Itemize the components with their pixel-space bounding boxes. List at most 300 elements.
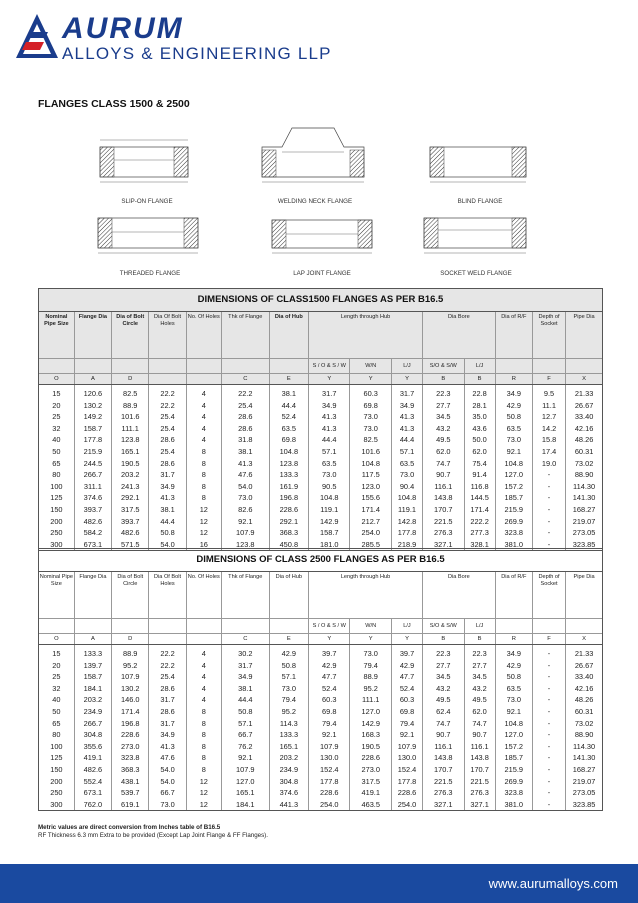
table-cell: 104.8 xyxy=(495,458,532,470)
table-cell: 26.67 xyxy=(574,400,594,410)
table-row xyxy=(39,385,602,400)
table-cell: 82.6 xyxy=(221,504,269,516)
table-cell: 69.8 xyxy=(309,706,350,718)
table-cell: 104.8 xyxy=(269,446,308,458)
table-cell: 43.2 xyxy=(423,423,464,435)
table-cell: 539.7 xyxy=(112,787,149,799)
table-cell: 181.0 xyxy=(309,539,350,551)
sub-header: S / O & S / W xyxy=(309,359,350,374)
col-pipe: Pipe Dia xyxy=(566,572,602,619)
table-cell: 34.9 xyxy=(391,400,422,412)
sub-header: S/O & S/W xyxy=(423,619,464,634)
table-cell: 49.5 xyxy=(464,694,495,706)
table-cell: - xyxy=(532,776,565,788)
table-cell: 152.4 xyxy=(391,764,422,776)
table-cell: 25.4 xyxy=(149,423,186,435)
table-cell: 27.7 xyxy=(423,400,464,412)
col-rf: Dia of R/F xyxy=(495,572,532,619)
table-cell: 31.7 xyxy=(149,694,186,706)
table-cell: 165.1 xyxy=(112,446,149,458)
class1500-grid xyxy=(39,312,602,550)
table-cell: 125 xyxy=(39,752,74,764)
col-no-holes: No. Of Holes xyxy=(186,312,221,359)
table-cell: 28.6 xyxy=(221,423,269,435)
table-cell: 41.3 xyxy=(149,492,186,504)
sub-header: L/J xyxy=(464,619,495,634)
table-cell: 114.30 xyxy=(573,741,596,751)
table-cell: 62.0 xyxy=(464,446,495,458)
table-cell: 228.6 xyxy=(350,752,391,764)
section-title: FLANGES CLASS 1500 & 2500 xyxy=(38,98,190,110)
table-cell: 52.4 xyxy=(309,683,350,695)
table-cell: 20 xyxy=(39,400,74,412)
table-cell: 22.3 xyxy=(423,645,464,660)
table-cell: 44.4 xyxy=(309,434,350,446)
table-cell: 44.4 xyxy=(391,434,422,446)
table-cell: 116.8 xyxy=(464,481,495,493)
table-cell: 130.2 xyxy=(112,683,149,695)
table-cell: 273.05 xyxy=(572,528,596,538)
table-cell: 16 xyxy=(186,539,221,551)
table-cell: 38.1 xyxy=(221,683,269,695)
table-cell: 304.8 xyxy=(269,776,308,788)
table-cell: 38.1 xyxy=(269,385,308,400)
table-cell: 184.1 xyxy=(74,683,111,695)
table-cell: 116.1 xyxy=(423,481,464,493)
table-cell: 60.3 xyxy=(309,694,350,706)
table-cell: 28.6 xyxy=(149,683,186,695)
table-cell: 34.9 xyxy=(149,481,186,493)
table-cell: 57.1 xyxy=(391,446,422,458)
table-cell: 254.0 xyxy=(391,799,422,811)
table-cell: 28.6 xyxy=(221,411,269,423)
table-cell: 114.30 xyxy=(573,481,596,491)
table-cell: 12 xyxy=(186,527,221,539)
table-row xyxy=(39,706,602,718)
table-cell: 4 xyxy=(186,660,221,672)
table-cell: 43.6 xyxy=(464,423,495,435)
table-cell: - xyxy=(532,752,565,764)
col-thk: Thk of Flange xyxy=(221,312,269,359)
table-cell: 673.1 xyxy=(74,539,111,551)
sub-header: W/N xyxy=(350,359,391,374)
table-cell: 157.2 xyxy=(495,741,532,753)
table-cell: - xyxy=(532,660,565,672)
table-cell: 40 xyxy=(39,434,74,446)
table-cell: 90.7 xyxy=(464,729,495,741)
table-cell: 63.5 xyxy=(309,458,350,470)
table-cell: 234.9 xyxy=(269,764,308,776)
sub-header: L/J xyxy=(464,359,495,374)
table-cell: 65 xyxy=(39,718,74,730)
socket-weld-flange-drawing xyxy=(424,218,526,253)
table-cell: 107.9 xyxy=(112,671,149,683)
table-cell: 276.3 xyxy=(423,787,464,799)
table-row xyxy=(39,645,602,660)
table-cell: 4 xyxy=(186,423,221,435)
table-cell: - xyxy=(532,741,565,753)
table-cell: 22.2 xyxy=(149,385,186,400)
table-row xyxy=(39,660,602,672)
table-cell: 266.7 xyxy=(74,718,111,730)
table-cell: 41.3 xyxy=(309,423,350,435)
table-cell: 33.40 xyxy=(574,412,594,422)
table-cell: 285.5 xyxy=(350,539,391,551)
table-cell: 158.7 xyxy=(74,423,111,435)
table-cell: 269.9 xyxy=(495,516,532,528)
table-cell: 41.3 xyxy=(309,411,350,423)
table-cell: 9.5 xyxy=(532,385,565,400)
note-line-2: RF Thickness 6.3 mm Extra to be provided (Except Lap Joint Flange & FF Flanges). xyxy=(38,832,268,839)
col-bolt-circle: Dia of Bolt Circle xyxy=(112,572,149,619)
table-cell: 73.02 xyxy=(574,718,594,728)
table-cell: 393.7 xyxy=(112,516,149,528)
table-cell: 57.1 xyxy=(269,671,308,683)
table-cell: 22.8 xyxy=(464,385,495,400)
table-cell: - xyxy=(532,787,565,799)
table-cell: 190.5 xyxy=(350,741,391,753)
table-cell: 8 xyxy=(186,741,221,753)
table-cell: - xyxy=(532,516,565,528)
table-cell: 221.5 xyxy=(423,776,464,788)
sub-header: L/J xyxy=(391,359,422,374)
table-title: DIMENSIONS OF CLASS1500 FLANGES AS PER B16.5 xyxy=(39,289,602,312)
table-cell: 35.0 xyxy=(464,411,495,423)
table-cell: 48.26 xyxy=(574,695,594,705)
table-cell: 28.6 xyxy=(149,458,186,470)
table-cell: 323.85 xyxy=(572,799,596,809)
table-cell: 133.3 xyxy=(269,729,308,741)
table-cell: 42.16 xyxy=(574,683,594,693)
table-cell: 4 xyxy=(186,400,221,412)
table-cell: 133.3 xyxy=(269,469,308,481)
table-cell: 368.3 xyxy=(269,527,308,539)
table-cell: 196.8 xyxy=(269,492,308,504)
table-cell: 38.1 xyxy=(221,446,269,458)
drawing-label: BLIND FLANGE xyxy=(457,198,503,205)
table-cell: 25 xyxy=(39,411,74,423)
table-cell: 8 xyxy=(186,718,221,730)
table-cell: 38.1 xyxy=(149,504,186,516)
table-cell: 80 xyxy=(39,469,74,481)
drawing-label: WELDING NECK FLANGE xyxy=(277,198,353,205)
table-cell: 22.3 xyxy=(464,645,495,660)
lap-joint-flange-drawing xyxy=(272,220,372,253)
table-cell: 20 xyxy=(39,660,74,672)
table-cell: - xyxy=(532,706,565,718)
table-cell: 21.33 xyxy=(574,649,594,658)
table-cell: 22.2 xyxy=(149,400,186,412)
table-cell: 15 xyxy=(39,645,74,660)
table-cell: 50.8 xyxy=(221,706,269,718)
table-cell: 130.2 xyxy=(74,400,111,412)
table-cell: 292.1 xyxy=(112,492,149,504)
table-cell: 200 xyxy=(39,776,74,788)
table-cell: 88.90 xyxy=(574,730,594,740)
table-cell: 142.9 xyxy=(350,718,391,730)
table-cell: 90.7 xyxy=(423,729,464,741)
table-cell: 127.0 xyxy=(495,469,532,481)
col-nominal: Nominal Pipe Size xyxy=(39,572,74,619)
table-cell: 22.2 xyxy=(221,385,269,400)
table-row xyxy=(39,492,602,504)
table-cell: 15 xyxy=(39,385,74,400)
table-cell: 8 xyxy=(186,492,221,504)
table-row xyxy=(39,423,602,435)
table-cell: 100 xyxy=(39,741,74,753)
table-cell: 60.3 xyxy=(350,385,391,400)
sub-header: L/J xyxy=(391,619,422,634)
table-cell: 12 xyxy=(186,516,221,528)
welding-neck-flange-drawing xyxy=(262,128,364,182)
table-cell: 177.8 xyxy=(391,776,422,788)
table-cell: 50.8 xyxy=(269,660,308,672)
table-cell: - xyxy=(532,527,565,539)
table-cell: 250 xyxy=(39,787,74,799)
table-row xyxy=(39,741,602,753)
table-cell: 57.1 xyxy=(221,718,269,730)
table-cell: 12 xyxy=(186,504,221,516)
col-flange: Flange Dia xyxy=(74,572,111,619)
table-cell: 60.31 xyxy=(574,706,594,716)
table-cell: 44.4 xyxy=(149,516,186,528)
table-cell: 8 xyxy=(186,764,221,776)
table-cell: 185.7 xyxy=(495,752,532,764)
table-cell: 327.1 xyxy=(423,539,464,551)
table-cell: 171.4 xyxy=(112,706,149,718)
table-cell: 158.7 xyxy=(74,671,111,683)
header xyxy=(0,0,638,70)
table-cell: 170.7 xyxy=(423,764,464,776)
table-cell: 117.5 xyxy=(350,469,391,481)
table-cell: 33.40 xyxy=(574,672,594,682)
table-cell: 250 xyxy=(39,527,74,539)
table-cell: 266.7 xyxy=(74,469,111,481)
website-link[interactable]: www.aurumalloys.com xyxy=(488,876,618,891)
col-socket: Depth of Socket xyxy=(532,572,565,619)
col-hub: Dia of Hub xyxy=(269,572,308,619)
table-cell: 28.1 xyxy=(464,400,495,412)
table-cell: 74.7 xyxy=(464,718,495,730)
table-cell: 8 xyxy=(186,706,221,718)
table-cell: 119.1 xyxy=(391,504,422,516)
table-cell: 158.7 xyxy=(309,527,350,539)
table-cell: 111.1 xyxy=(112,423,149,435)
table-cell: 300 xyxy=(39,799,74,811)
table-cell: 222.2 xyxy=(464,516,495,528)
table-cell: 74.7 xyxy=(423,718,464,730)
table-row xyxy=(39,764,602,776)
table-cell: - xyxy=(532,694,565,706)
table-cell: 73.0 xyxy=(269,683,308,695)
table-cell: 244.5 xyxy=(74,458,111,470)
table-cell: 92.1 xyxy=(309,729,350,741)
table-cell: 157.2 xyxy=(495,481,532,493)
table-cell: 368.3 xyxy=(112,764,149,776)
sub-header: S / O & S / W xyxy=(309,619,350,634)
table-cell: 196.8 xyxy=(112,718,149,730)
code-row: O A D C E Y Y Y B B R F X xyxy=(39,634,602,645)
table-cell: 273.0 xyxy=(112,741,149,753)
table-cell: 161.9 xyxy=(269,481,308,493)
table-cell: 48.26 xyxy=(574,435,594,445)
table-cell: 185.7 xyxy=(495,492,532,504)
table-cell: 317.5 xyxy=(112,504,149,516)
table-cell: 22.2 xyxy=(149,660,186,672)
drawing-label: THREADED FLANGE xyxy=(119,270,181,277)
table-cell: 79.4 xyxy=(309,718,350,730)
table-cell: - xyxy=(532,764,565,776)
table-cell: 276.3 xyxy=(464,787,495,799)
table-cell: 63.5 xyxy=(391,458,422,470)
table-cell: 52.4 xyxy=(269,411,308,423)
table-cell: 101.6 xyxy=(350,446,391,458)
table-cell: 144.5 xyxy=(464,492,495,504)
table-cell: 111.1 xyxy=(350,694,391,706)
table-cell: 28.6 xyxy=(149,706,186,718)
table-cell: 234.9 xyxy=(74,706,111,718)
table-cell: 327.1 xyxy=(464,799,495,811)
table-cell: 54.0 xyxy=(149,764,186,776)
table-cell: 31.7 xyxy=(149,469,186,481)
table-cell: 73.0 xyxy=(391,469,422,481)
table-cell: 32 xyxy=(39,683,74,695)
table-cell: 73.0 xyxy=(350,411,391,423)
table-cell: 381.0 xyxy=(495,799,532,811)
drawing-label: LAP JOINT FLANGE xyxy=(293,270,351,277)
table-cell: 215.9 xyxy=(495,504,532,516)
table-cell: 50 xyxy=(39,446,74,458)
table-row xyxy=(39,694,602,706)
table-cell: 22.3 xyxy=(423,385,464,400)
table-cell: 62.0 xyxy=(464,706,495,718)
table-cell: 374.6 xyxy=(269,787,308,799)
table-cell: 104.8 xyxy=(350,458,391,470)
table-cell: 42.9 xyxy=(495,400,532,412)
col-bolt-holes: Dia Of Bolt Holes xyxy=(149,572,186,619)
table-cell: 228.6 xyxy=(269,504,308,516)
table-cell: 292.1 xyxy=(269,516,308,528)
col-dia-bore: Dia Bore xyxy=(423,572,496,619)
table-cell: 203.2 xyxy=(269,752,308,764)
table-cell: 107.9 xyxy=(221,764,269,776)
table-cell: - xyxy=(532,469,565,481)
table-cell: 8 xyxy=(186,446,221,458)
table-cell: 584.2 xyxy=(74,527,111,539)
table-cell: 276.3 xyxy=(423,527,464,539)
table-cell: 104.8 xyxy=(391,492,422,504)
table-cell: 393.7 xyxy=(74,504,111,516)
code-row: O A D C E Y Y Y B B R F X xyxy=(39,374,602,385)
table-cell: 4 xyxy=(186,694,221,706)
table-cell: 73.0 xyxy=(495,434,532,446)
table-cell: 143.8 xyxy=(423,752,464,764)
table-cell: 50.0 xyxy=(464,434,495,446)
drawing-label: SLIP-ON FLANGE xyxy=(121,198,173,205)
table-cell: 212.7 xyxy=(350,516,391,528)
col-no-holes: No. Of Holes xyxy=(186,572,221,619)
table-row xyxy=(39,787,602,799)
table-cell: 73.02 xyxy=(574,458,594,468)
table-cell: 47.6 xyxy=(221,469,269,481)
table-cell: 12 xyxy=(186,799,221,811)
table-cell: 673.1 xyxy=(74,787,111,799)
table-cell: 39.7 xyxy=(309,645,350,660)
table-cell: 80 xyxy=(39,729,74,741)
table-row xyxy=(39,446,602,458)
table-cell: 12 xyxy=(186,787,221,799)
table-row xyxy=(39,729,602,741)
table-cell: 304.8 xyxy=(74,729,111,741)
table-row xyxy=(39,504,602,516)
table-cell: 34.5 xyxy=(464,671,495,683)
table-cell: 323.8 xyxy=(112,752,149,764)
table-cell: 218.9 xyxy=(391,539,422,551)
table-cell: 168.3 xyxy=(350,729,391,741)
table-cell: 4 xyxy=(186,671,221,683)
table-cell: 69.8 xyxy=(350,400,391,412)
table-cell: 62.0 xyxy=(423,446,464,458)
table-cell: 200 xyxy=(39,516,74,528)
table-cell: - xyxy=(532,718,565,730)
table-cell: 419.1 xyxy=(350,787,391,799)
table-cell: 25.4 xyxy=(221,400,269,412)
table-row xyxy=(39,671,602,683)
table-cell: 43.2 xyxy=(423,683,464,695)
table-cell: - xyxy=(532,539,565,551)
flange-drawings xyxy=(0,110,638,285)
blind-flange-drawing xyxy=(430,147,526,182)
table-cell: 25.4 xyxy=(149,671,186,683)
table-cell: 130.0 xyxy=(391,752,422,764)
table-cell: 63.5 xyxy=(495,423,532,435)
table-cell: 123.0 xyxy=(350,481,391,493)
table-cell: 327.1 xyxy=(423,799,464,811)
table-cell: 15.8 xyxy=(532,434,565,446)
table-cell: 73.0 xyxy=(350,423,391,435)
table-cell: 57.1 xyxy=(309,446,350,458)
table-cell: 44.4 xyxy=(221,694,269,706)
table-cell: 41.3 xyxy=(391,411,422,423)
table-cell: 60.3 xyxy=(391,694,422,706)
brand-subtitle: ALLOYS & ENGINEERING LLP xyxy=(62,44,332,63)
table-cell: 150 xyxy=(39,764,74,776)
table-cell: 374.6 xyxy=(74,492,111,504)
table-cell: 552.4 xyxy=(74,776,111,788)
table-row xyxy=(39,516,602,528)
table-cell: 215.9 xyxy=(495,764,532,776)
table-cell: 311.1 xyxy=(74,481,111,493)
table-cell: 60.31 xyxy=(574,446,594,456)
table-cell: 14.2 xyxy=(532,423,565,435)
table-cell: 66.7 xyxy=(221,729,269,741)
table-cell: 215.9 xyxy=(74,446,111,458)
table-cell: 107.9 xyxy=(221,527,269,539)
table-row xyxy=(39,458,602,470)
table-cell: 95.2 xyxy=(350,683,391,695)
sub-header: S/O & S/W xyxy=(423,359,464,374)
table-cell: 73.0 xyxy=(495,694,532,706)
table-cell: 269.9 xyxy=(495,776,532,788)
table-row xyxy=(39,683,602,695)
col-thk: Thk of Flange xyxy=(221,572,269,619)
table-cell: 4 xyxy=(186,411,221,423)
table-cell: 107.9 xyxy=(309,741,350,753)
table-cell: 90.7 xyxy=(423,469,464,481)
table-cell: 317.5 xyxy=(350,776,391,788)
table-cell: 123.8 xyxy=(269,458,308,470)
table-cell: 54.0 xyxy=(149,776,186,788)
